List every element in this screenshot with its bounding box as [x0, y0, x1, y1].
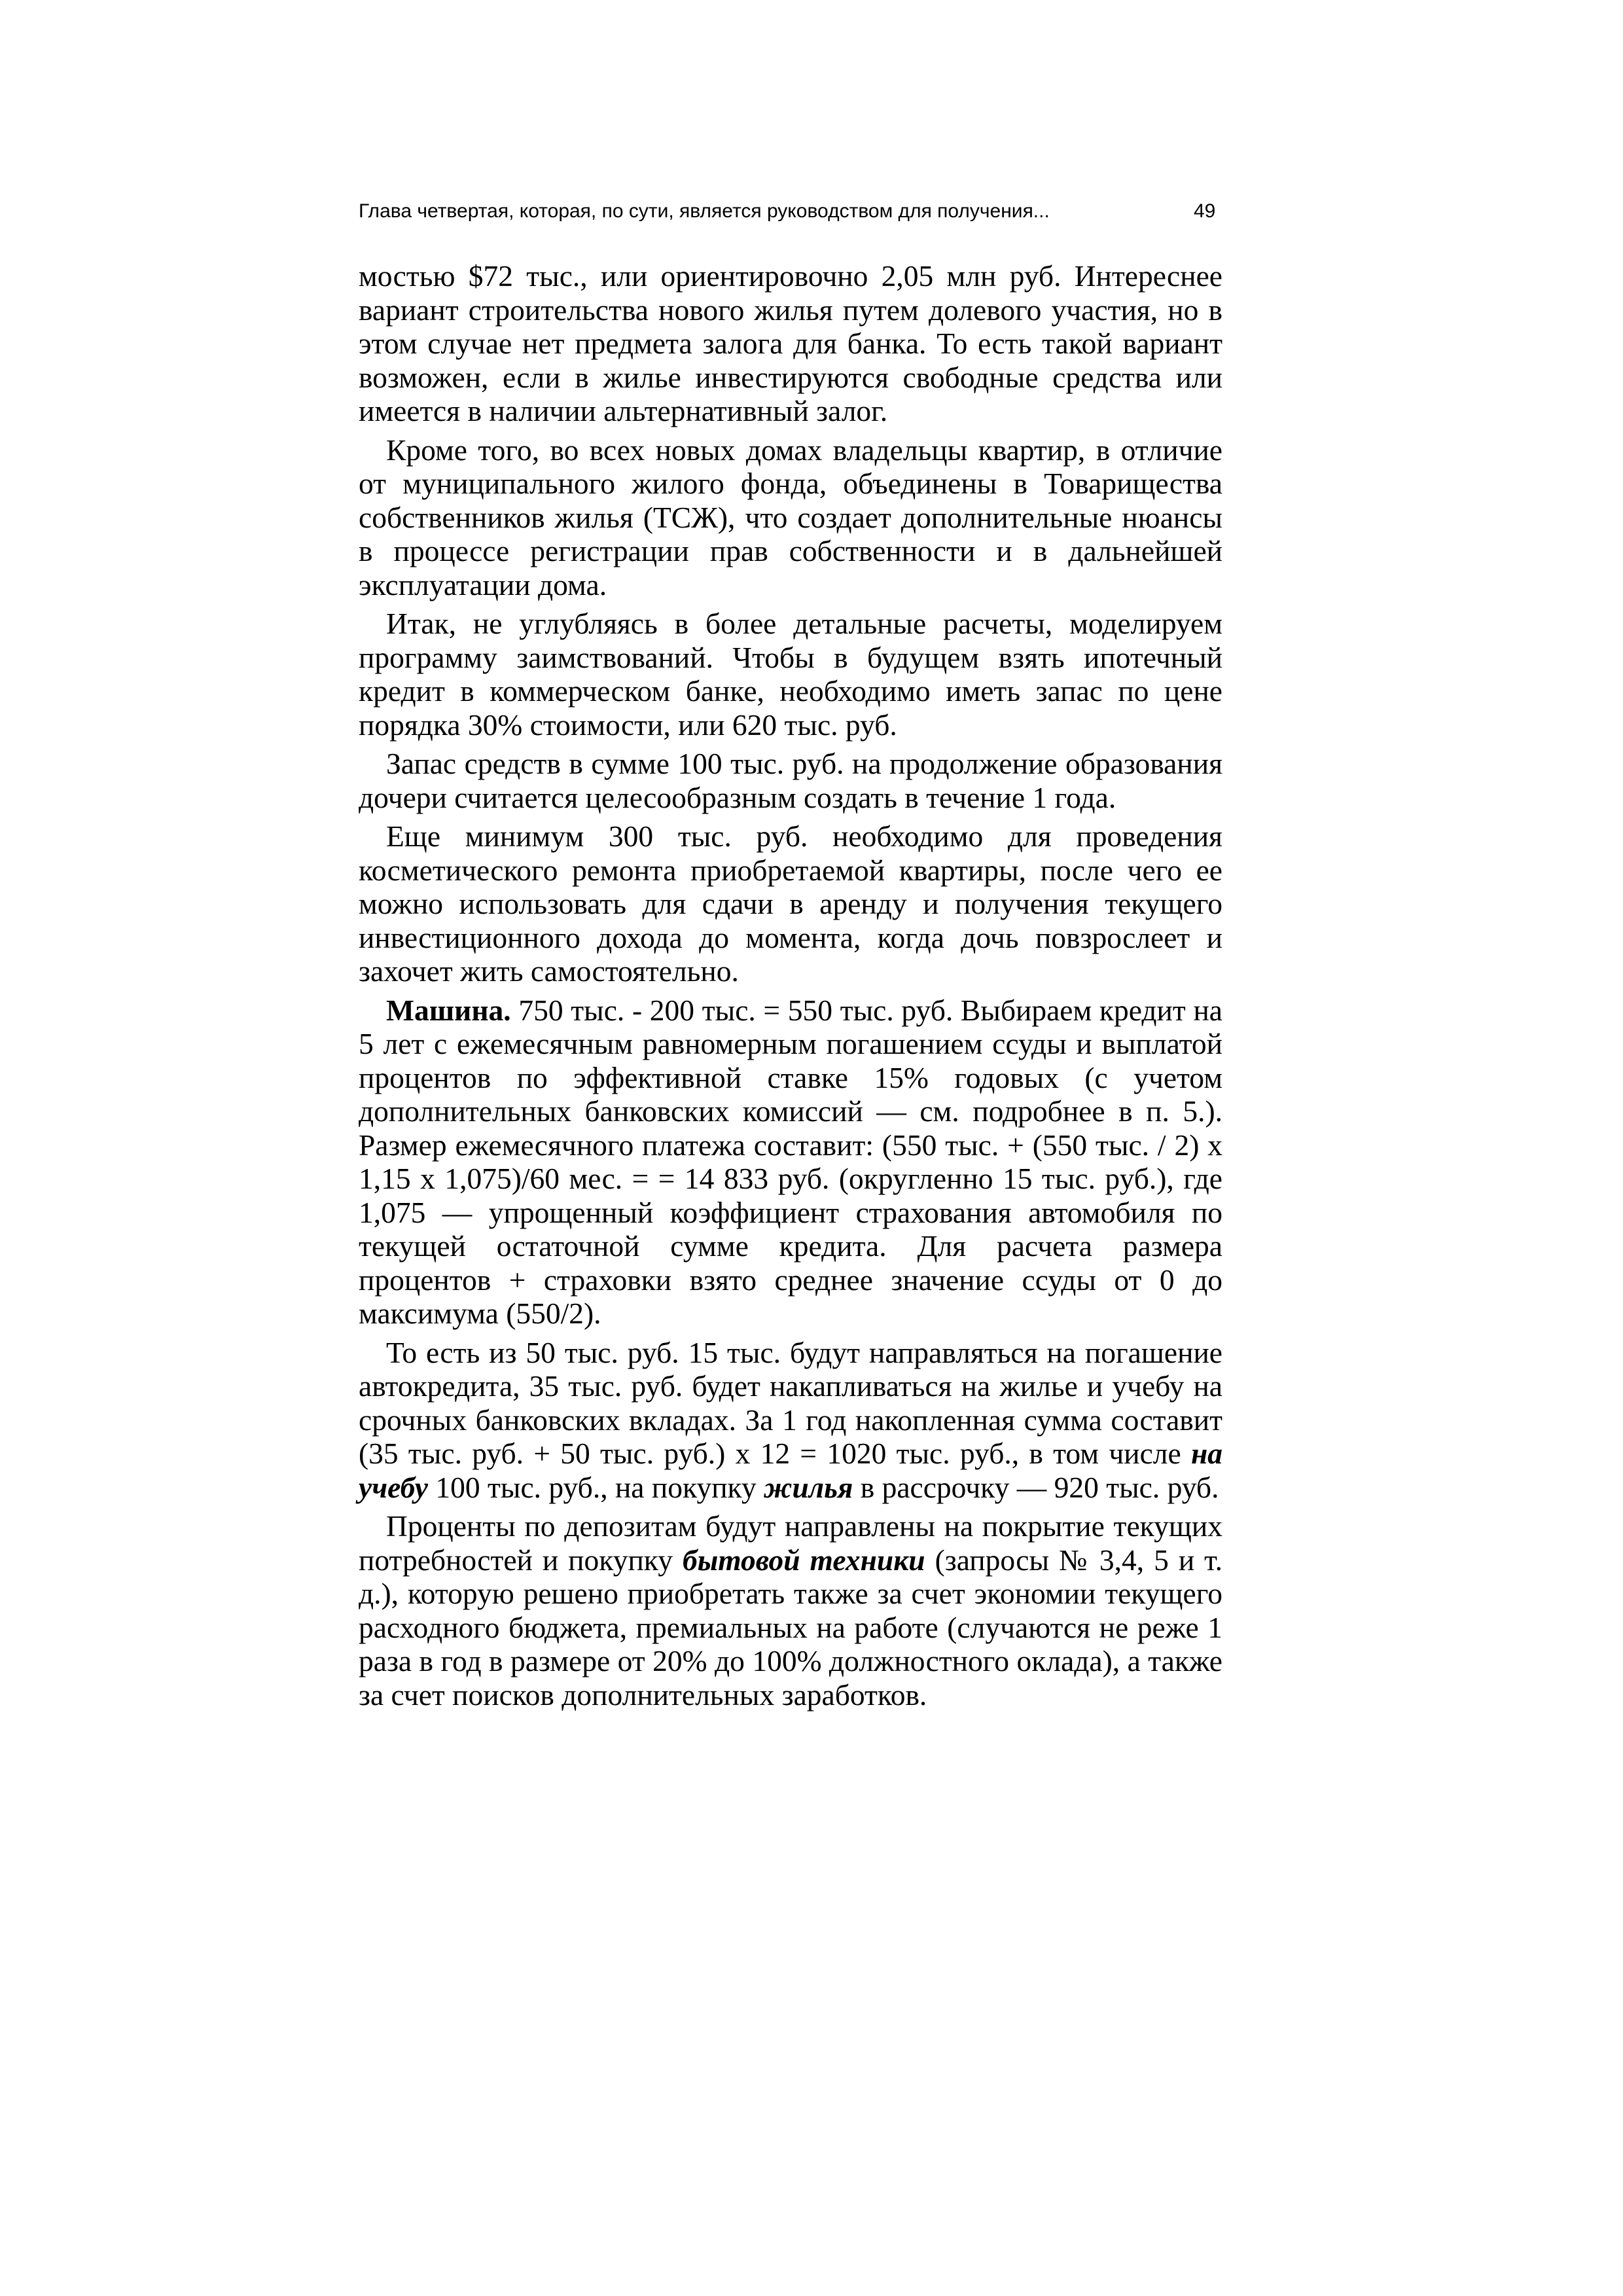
- paragraph: [359, 433, 1222, 602]
- paragraph-text: То есть из 50 тыс. руб. 15 тыс. будут направляться на погашение автокредита, 35 тыс. руб. будет накапливаться на жилье и учебу на срочных банковских вкладах. За 1 год накопленная сумма составит (35 тыс. руб. + 50 тыс. руб.) х 12 = 1020 тыс. руб., в том числе: [359, 1335, 1222, 1470]
- paragraph: [359, 1336, 1222, 1505]
- paragraph-text: в рассрочку — 920 тыс. руб.: [853, 1470, 1219, 1504]
- emphasis: бытовой техники: [682, 1543, 925, 1577]
- running-header: [359, 195, 1222, 228]
- paragraph-text: 750 тыс. - 200 тыс. = 550 тыс. руб. Выбираем кредит на 5 лет с ежемесячным равномерным погашением ссуды и выплатой процентов по эффективной ставке 15% годовых (с учетом дополнительных банковских комиссий — см. подробнее в п. 5.). Размер ежемесячного платежа составит: (550 тыс. + (550 тыс. / 2) х 1,15 х 1,075)/60 мес. = = 14 833 руб. (округленно 15 тыс. руб.), где 1,075 — упрощенный коэффициент страхования автомобиля по текущей остаточной сумме кредита. Для расчета размера процентов + страховки взято среднее значение ссуды от 0 до максимума (550/2).: [359, 993, 1222, 1330]
- bold-lead: Машина.: [386, 993, 511, 1027]
- paragraph-text: 100 тыс. руб., на покупку: [427, 1470, 764, 1504]
- emphasis: на учебу: [359, 1437, 1222, 1504]
- paragraph-text: (запросы № 3,4, 5 и т. д.), которую решено приобретать также за счет экономии текущего расходного бюджета, премиальных на работе (случаются не реже 1 раза в год в размере от 20% до 100% должностного оклада), а также за счет поисков дополнительных заработков.: [359, 1543, 1222, 1712]
- emphasis: жилья: [764, 1470, 853, 1504]
- paragraph-text: Итак, не углубляясь в более детальные расчеты, моделируем программу заимствований. Чтобы в будущем взять ипотечный кредит в коммерческом банке, необходимо иметь запас по цене порядка 30% стоимости, или 620 тыс. руб.: [359, 607, 1222, 742]
- paragraph: [359, 819, 1222, 988]
- chapter-title: Глава четвертая, которая, по сути, является руководством для получения...: [359, 200, 1050, 222]
- paragraph: [359, 607, 1222, 742]
- paragraph: [359, 747, 1222, 814]
- paragraph: [359, 259, 1222, 428]
- body-text: [359, 259, 1222, 1717]
- paragraph-text: мостью $72 тыс., или ориентировочно 2,05 млн руб. Интереснее вариант строительства нового жилья путем долевого участия, но в этом случае нет предмета залога для банка. То есть такой вариант возможен, если в жилье инвестируются свободные средства или имеется в наличии альтернативный залог.: [359, 259, 1222, 427]
- paragraph-text: Еще минимум 300 тыс. руб. необходимо для проведения косметического ремонта приобретаемой квартиры, после чего ее можно использовать для сдачи в аренду и получения текущего инвестиционного дохода до момента, когда дочь повзрослеет и захочет жить самостоятельно.: [359, 819, 1222, 988]
- paragraph-text: Запас средств в сумме 100 тыс. руб. на продолжение образования дочери считается целесообразным создать в течение 1 года.: [359, 747, 1222, 814]
- paragraph: [359, 1509, 1222, 1712]
- paragraph-text: Проценты по депозитам будут направлены на покрытие текущих потребностей и покупку: [359, 1509, 1222, 1577]
- page-number: 49: [1194, 200, 1216, 222]
- paragraph-text: Кроме того, во всех новых домах владельцы квартир, в отличие от муниципального жилого фонда, объединены в Товарищества собственников жилья (ТСЖ), что создает дополнительные нюансы в процессе регистрации прав собственности и в дальнейшей эксплуатации дома.: [359, 433, 1222, 601]
- paragraph: [359, 994, 1222, 1331]
